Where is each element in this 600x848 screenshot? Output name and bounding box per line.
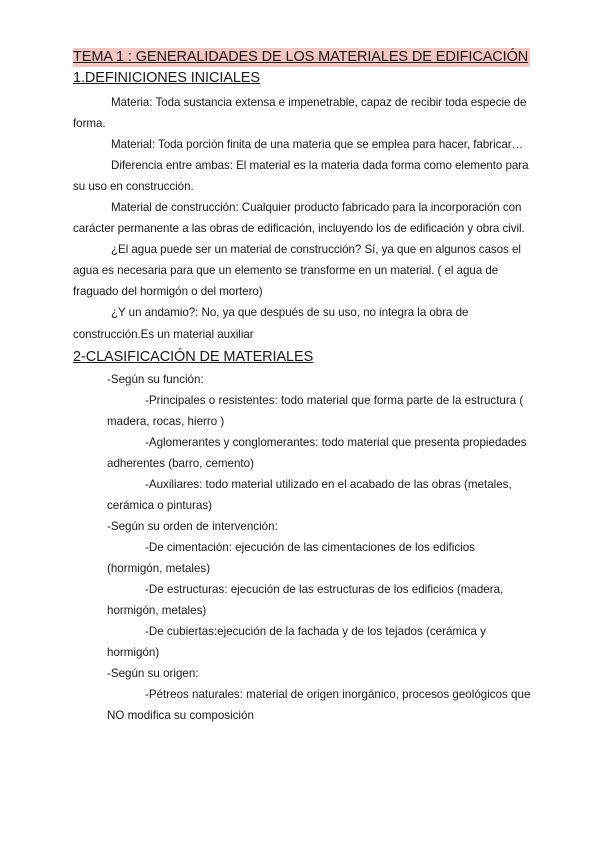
list-item: -Principales o resistentes: todo material que forma parte de la estructura ( madera, rocas, hierro )	[107, 394, 524, 428]
section-heading-clasificacion: 2-CLASIFICACIÓN DE MATERIALES	[73, 349, 314, 365]
list-item: -Auxiliares: todo material utilizado en el acabado de las obras (metales, cerámica o pinturas)	[107, 478, 512, 512]
document-title: TEMA 1 : GENERALIDADES DE LOS MATERIALES DE EDIFICACIÓN	[73, 49, 529, 65]
paragraph-material: Material: Toda porción finita de una materia que se emplea para hacer, fabricar…	[111, 138, 524, 151]
title-wrapper	[73, 48, 533, 67]
paragraph-andamio: ¿Y un andamio?: No, ya que después de su uso, no integra la obra de construcción.Es un material auxiliar	[73, 306, 469, 341]
group-label-origen: -Según su origen:	[107, 667, 199, 680]
group-label-funcion: -Según su función:	[107, 373, 204, 386]
list-item: -De cimentación: ejecución de las cimentaciones de los edificios (hormigón, metales)	[107, 541, 475, 575]
paragraph-material-construccion: Material de construcción: Cualquier producto fabricado para la incorporación con carácter permanente a las obras de edificación, incluyendo los de edificación y obra civil.	[73, 201, 525, 235]
list-item: -De estructuras: ejecución de las estructuras de los edificios (madera, hormigón, metales)	[107, 583, 504, 617]
list-item: -Aglomerantes y conglomerantes: todo material que presenta propiedades adherentes (barro, cemento)	[107, 436, 527, 470]
list-item: -Pétreos naturales: material de origen inorgánico, procesos geológicos que NO modifica su composición	[107, 688, 531, 722]
section-heading-definiciones: 1.DEFINICIONES INICIALES	[73, 70, 260, 86]
document-page	[73, 48, 533, 726]
paragraph-diferencia: Diferencia entre ambas: El material es la materia dada forma como elemento para su uso en construcción.	[73, 159, 529, 193]
group-label-orden: -Según su orden de intervención:	[107, 520, 278, 533]
paragraph-materia: Materia: Toda sustancia extensa e impenetrable, capaz de recibir toda especie de forma.	[73, 96, 527, 130]
list-item: -De cubiertas:ejecución de la fachada y de los tejados (cerámica y hormigón)	[107, 625, 486, 659]
paragraph-agua: ¿El agua puede ser un material de construcción? Sí, ya que en algunos casos el agua es necesaria para que un elemento se transforme en un material. ( el agua de fraguado del hormigón o del mortero)	[73, 243, 521, 298]
